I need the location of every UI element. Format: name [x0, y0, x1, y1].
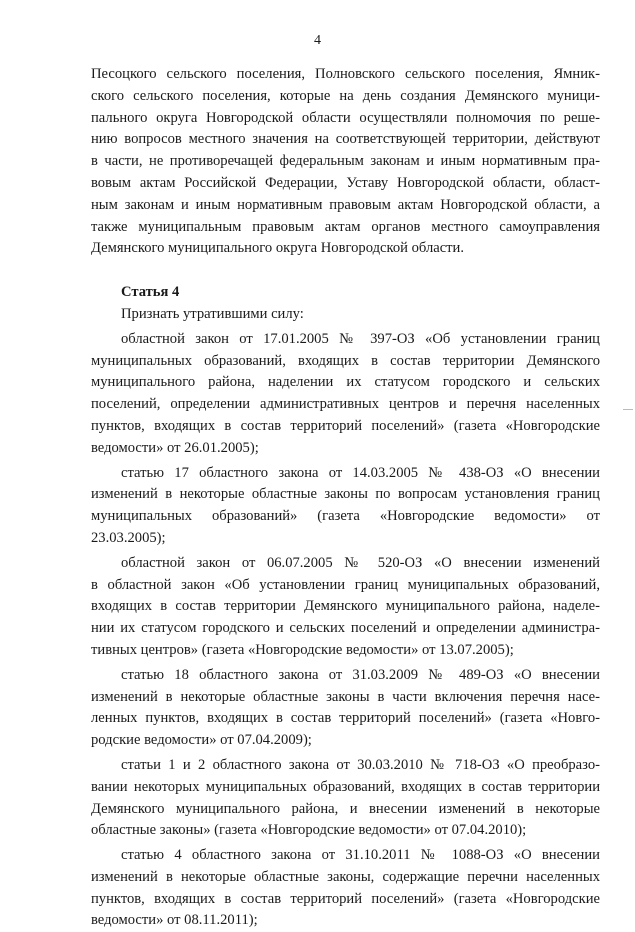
- page-number: 4: [314, 33, 321, 48]
- text-line: тивных центров» (газета «Новгородские ведомости» от 13.07.2005);: [91, 641, 514, 658]
- text-line: ведомости» от 08.11.2011);: [91, 912, 258, 929]
- text-line: ведомости» от 26.01.2005);: [91, 439, 259, 456]
- text-line: областные законы» (газета «Новгородские ведомости» от 07.04.2010);: [91, 822, 527, 839]
- text-line: изменений в некоторые областные законы, содержащие перечни населенных: [91, 868, 600, 885]
- text-line: нии их статусом городского и сельских поселений и определении администра-: [91, 620, 600, 637]
- text-line: статью 4 областного закона от 31.10.2011 № 1088-ОЗ «О внесении: [121, 847, 600, 864]
- text-line: в областной закон «Об установлении границ муниципальных образований,: [91, 576, 600, 593]
- text-line: муниципальных образований» (газета «Новгородские ведомости» от: [91, 508, 600, 525]
- text-line: вовым актам Российской Федерации, Уставу Новгородской области, област-: [91, 174, 600, 191]
- text-line: также муниципальным правовым актам органов местного самоуправления: [91, 218, 600, 235]
- article-lead: Признать утратившими силу:: [121, 305, 304, 322]
- article-title: Статья 4: [121, 284, 180, 301]
- text-line: ленных пунктов, входящих в состав территорий поселений» (газета «Новго-: [91, 710, 600, 727]
- text-line: статью 18 областного закона от 31.03.2009 № 489-ОЗ «О внесении: [121, 666, 600, 683]
- text-line: изменений в некоторые областные законы по вопросам установления границ: [91, 486, 600, 503]
- repealed-act-item: [91, 755, 600, 842]
- intro-paragraph: [91, 64, 600, 260]
- scan-artifact: [623, 409, 633, 410]
- text-line: поселений, определении административных центров и перечня населенных: [91, 396, 600, 413]
- article-items: [91, 329, 600, 932]
- text-line: областной закон от 06.07.2005 № 520-ОЗ «О внесении изменений: [121, 554, 600, 571]
- text-line: в части, не противоречащей федеральным законам и иным нормативным пра-: [91, 153, 600, 170]
- text-line: входящих в состав территории Демянского муниципального района, наделе-: [91, 598, 600, 615]
- text-line: муниципальных образований, входящих в состав территории Демянского: [91, 352, 600, 369]
- text-line: пунктов, входящих в состав территорий поселений» (газета «Новгородские: [91, 417, 600, 434]
- text-line: ным законам и иным нормативным правовым актам Новгородской области, а: [91, 196, 600, 213]
- text-line: изменений в некоторые областные законы в части включения перечня насе-: [91, 688, 600, 705]
- text-line: статьи 1 и 2 областного закона от 30.03.2010 № 718-ОЗ «О преобразо-: [121, 756, 600, 773]
- text-line: областной закон от 17.01.2005 № 397-ОЗ «Об установлении границ: [121, 330, 600, 347]
- text-line: 23.03.2005);: [91, 529, 166, 546]
- text-line: Демянского муниципального округа Новгородской области.: [91, 240, 465, 257]
- repealed-act-item: [91, 553, 600, 662]
- text-line: Песоцкого сельского поселения, Полновского сельского поселения, Ямник-: [91, 66, 600, 82]
- document-body: [91, 64, 600, 932]
- text-line: муниципального района, наделении их статусом городского и сельских: [91, 374, 600, 391]
- repealed-act-item: [91, 665, 600, 752]
- text-line: родские ведомости» от 07.04.2009);: [91, 732, 312, 749]
- text-line: Демянского муниципального района, и внесении изменений в некоторые: [91, 800, 600, 817]
- repealed-act-item: [91, 845, 600, 932]
- text-line: ского сельского поселения, которые на день создания Демянского муници-: [91, 87, 600, 104]
- text-line: статью 17 областного закона от 14.03.2005 № 438-ОЗ «О внесении: [121, 464, 600, 481]
- text-line: нию вопросов местного значения на соответствующей территории, действуют: [91, 131, 600, 148]
- text-line: пунктов, входящих в состав территорий поселений» (газета «Новгородские: [91, 890, 600, 907]
- text-line: пального округа Новгородской области осуществляли полномочия по реше-: [91, 109, 600, 126]
- repealed-act-item: [91, 463, 600, 550]
- text-line: вании некоторых муниципальных образований, входящих в состав территории: [91, 778, 600, 795]
- repealed-act-item: [91, 329, 600, 460]
